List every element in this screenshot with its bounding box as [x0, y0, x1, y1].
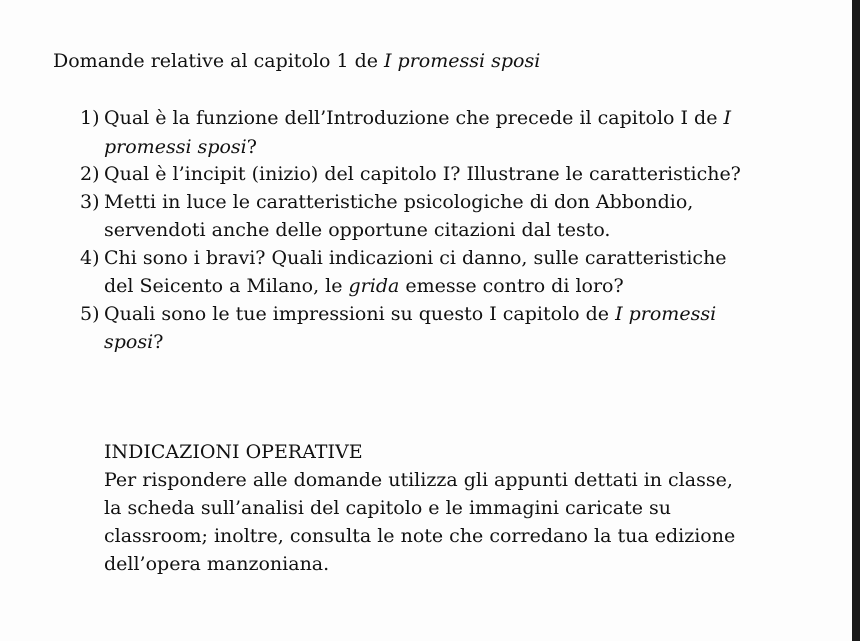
question-italic: grida	[348, 275, 400, 297]
question-text: Qual è l’incipit (inizio) del capitolo I? Illustrane le caratteristiche?	[104, 163, 741, 185]
question-1-continuation	[104, 133, 257, 161]
question-text: emesse contro di loro?	[399, 275, 624, 297]
question-number: 4)	[80, 247, 100, 269]
question-text: Metti in luce le caratteristiche psicologiche di don Abbondio,	[104, 191, 694, 213]
question-2	[80, 160, 741, 188]
question-number: 1)	[80, 107, 100, 129]
question-text: ?	[153, 331, 164, 353]
document-title	[53, 47, 540, 75]
operative-line: dell’opera manzoniana.	[104, 553, 330, 575]
question-3-continuation	[104, 216, 610, 244]
question-number: 5)	[80, 303, 100, 325]
question-5	[80, 300, 716, 328]
question-text: Quali sono le tue impressioni su questo I capitolo de	[104, 303, 616, 325]
question-4	[80, 244, 727, 272]
operative-line: Per rispondere alle domande utilizza gli appunti dettati in classe,	[104, 469, 733, 491]
title-prefix: Domande relative al capitolo 1 de	[53, 50, 385, 72]
question-text: del Seicento a Milano, le	[104, 275, 349, 297]
question-1	[80, 104, 731, 132]
page-edge	[852, 0, 860, 641]
question-italic: I promessi	[615, 303, 717, 325]
question-text: Chi sono i bravi? Quali indicazioni ci danno, sulle caratteristiche	[104, 247, 727, 269]
operative-heading: INDICAZIONI OPERATIVE	[104, 441, 363, 463]
operative-line: classroom; inoltre, consulta le note che corredano la tua edizione	[104, 525, 736, 547]
question-5-continuation	[104, 328, 163, 356]
question-italic: sposi	[104, 331, 154, 353]
question-number: 3)	[80, 191, 100, 213]
question-text: ?	[246, 136, 257, 158]
title-work: I promessi sposi	[384, 50, 541, 72]
operative-line: la scheda sull’analisi del capitolo e le immagini caricate su	[104, 497, 671, 519]
question-text: servendoti anche delle opportune citazioni dal testo.	[104, 219, 611, 241]
question-3	[80, 188, 693, 216]
question-4-continuation	[104, 272, 624, 300]
question-italic: promessi sposi	[104, 136, 247, 158]
question-number: 2)	[80, 163, 100, 185]
question-italic: I	[723, 107, 732, 129]
question-text: Qual è la funzione dell’Introduzione che precede il capitolo I de	[104, 107, 724, 129]
